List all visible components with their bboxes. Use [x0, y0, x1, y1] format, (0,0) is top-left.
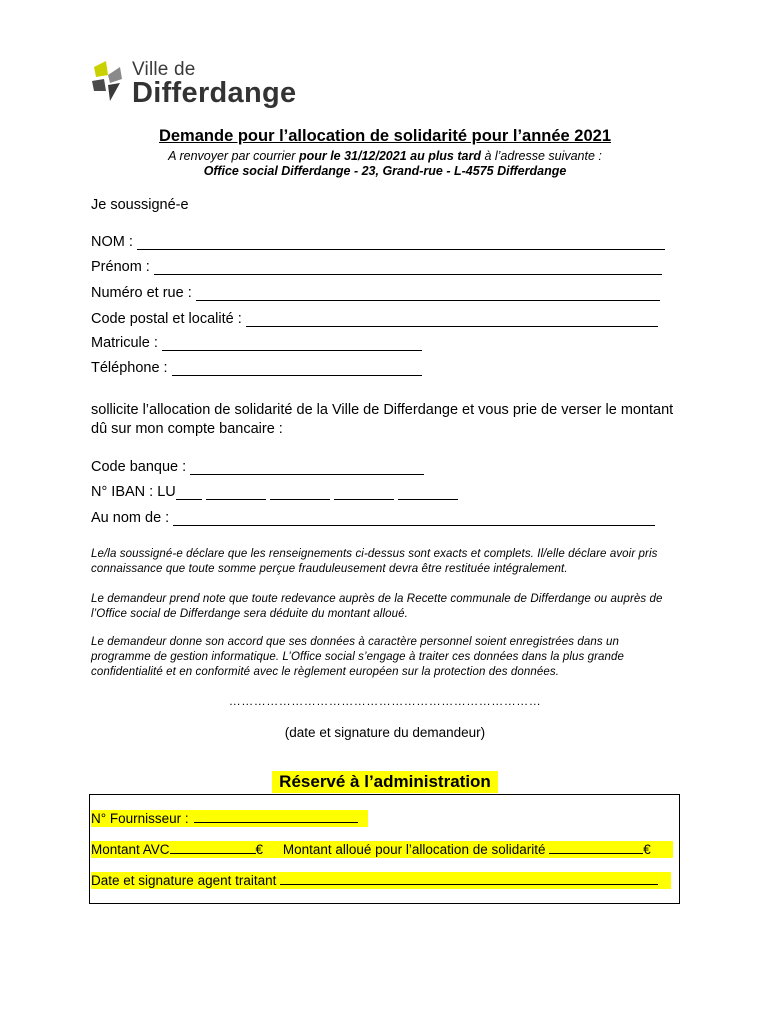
rue-label: Numéro et rue : — [91, 285, 192, 301]
subtitle-text-1: A renvoyer par courrier — [168, 149, 299, 163]
iban-block-1[interactable] — [176, 485, 202, 500]
nom-field[interactable] — [91, 232, 665, 250]
declaration-data-protection: Le demandeur donne son accord que ses données à caractère personnel soient enregistrées dans un programme de gestion informatique. L’Office social s’engage à traiter ces données dans la plus grande confidentialité et en conformité avec le règlement européen sur la protection des données. — [91, 636, 625, 678]
iban-block-2[interactable] — [206, 485, 266, 500]
nom-input-line[interactable] — [137, 235, 665, 250]
telephone-input-line[interactable] — [172, 361, 422, 376]
date-agent-label: Date et signature agent traitant — [91, 873, 277, 888]
montant-alloue-input-line[interactable] — [549, 841, 643, 854]
montant-row — [91, 841, 673, 858]
euro-symbol-1: € — [255, 842, 264, 857]
code-postal-input-line[interactable] — [246, 312, 658, 327]
document-title: Demande pour l’allocation de solidarité pour l’année 2021 — [158, 127, 612, 145]
logo-mark-icon — [90, 61, 126, 105]
montant-avc-label: Montant AVC — [91, 842, 170, 857]
fournisseur-field[interactable] — [91, 810, 368, 827]
signature-caption: (date et signature du demandeur) — [284, 725, 486, 740]
montant-avc-input-line[interactable] — [170, 841, 256, 854]
telephone-field[interactable] — [91, 358, 422, 376]
code-postal-field[interactable] — [91, 309, 658, 327]
prenom-input-line[interactable] — [154, 260, 662, 275]
iban-field[interactable] — [91, 482, 458, 500]
signature-line[interactable]: ………………………………………………………………… — [228, 694, 542, 708]
subtitle-text-2: à l’adresse suivante : — [480, 149, 602, 163]
declaration-deduction: Le demandeur prend note que toute redevance auprès de la Recette communale de Differdange ou auprès de l’Office social de Differdange sera déduite du montant alloué. — [91, 593, 663, 620]
iban-label: N° IBAN : LU — [91, 484, 176, 500]
intro-text: Je soussigné-e — [91, 197, 189, 213]
montant-alloue-label: Montant alloué pour l’allocation de solidarité — [282, 842, 546, 857]
au-nom-field[interactable] — [91, 508, 655, 526]
fournisseur-label: N° Fournisseur : — [91, 811, 189, 826]
logo-line-1: Ville de — [132, 59, 196, 80]
admin-section-title: Réservé à l’administration — [272, 771, 498, 793]
iban-block-4[interactable] — [334, 485, 394, 500]
logo-line-2: Differdange — [132, 77, 297, 109]
matricule-label: Matricule : — [91, 335, 158, 351]
logo — [90, 55, 320, 115]
iban-block-5[interactable] — [398, 485, 458, 500]
rue-input-line[interactable] — [196, 286, 660, 301]
matricule-field[interactable] — [91, 333, 422, 351]
code-postal-label: Code postal et localité : — [91, 311, 242, 327]
code-banque-label: Code banque : — [91, 459, 187, 475]
subtitle-deadline: pour le 31/12/2021 au plus tard — [298, 149, 481, 163]
request-text: sollicite l’allocation de solidarité de la Ville de Differdange et vous prie de verser le montant dû sur mon compte bancaire : — [91, 402, 674, 437]
code-banque-field[interactable] — [91, 457, 424, 475]
prenom-label: Prénom : — [91, 259, 150, 275]
telephone-label: Téléphone : — [91, 360, 168, 376]
au-nom-input-line[interactable] — [173, 511, 655, 526]
rue-field[interactable] — [91, 283, 660, 301]
date-agent-field[interactable] — [91, 872, 671, 889]
office-address: Office social Differdange - 23, Grand-rue - L-4575 Differdange — [203, 164, 567, 178]
matricule-input-line[interactable] — [162, 336, 422, 351]
au-nom-label: Au nom de : — [91, 510, 170, 526]
date-agent-input-line[interactable] — [280, 872, 658, 885]
fournisseur-input-line[interactable] — [194, 810, 358, 823]
euro-symbol-2: € — [643, 842, 651, 857]
document-subtitle — [0, 149, 770, 163]
declaration-accuracy: Le/la soussigné-e déclare que les renseignements ci-dessus sont exacts et complets. Il/elle déclare avoir pris connaissance que toute somme perçue frauduleusement devra être restituée intégralement. — [91, 548, 658, 575]
code-banque-input-line[interactable] — [190, 460, 424, 475]
iban-block-3[interactable] — [270, 485, 330, 500]
prenom-field[interactable] — [91, 257, 662, 275]
nom-label: NOM : — [91, 234, 133, 250]
